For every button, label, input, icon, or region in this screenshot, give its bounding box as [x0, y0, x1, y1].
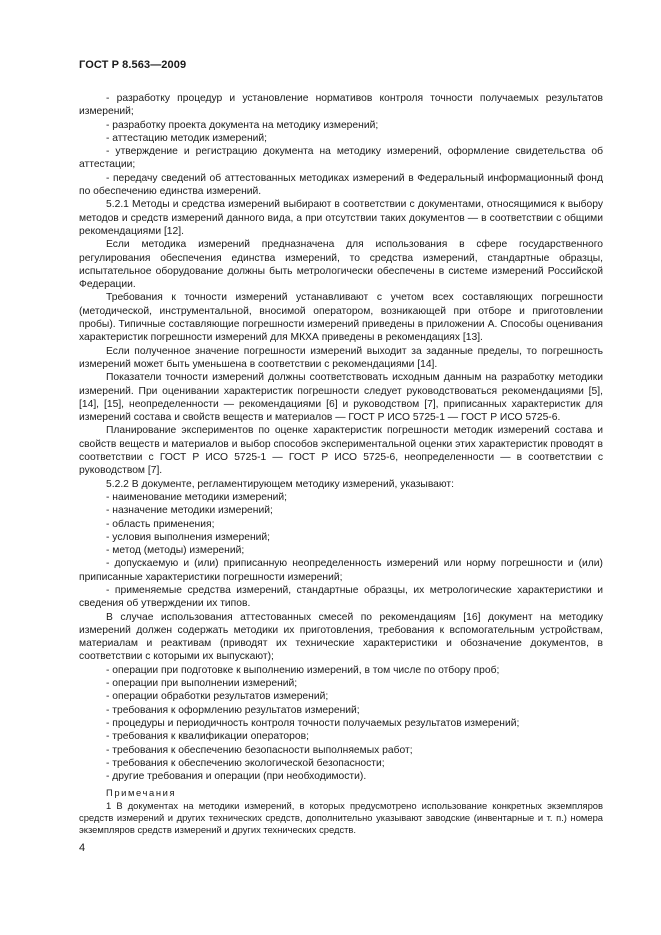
- list-item: - допускаемую и (или) приписанную неопределенность измерений или норму погрешности и (или) приписанные характеристики погрешности измерений;: [79, 558, 603, 583]
- page-number: 4: [79, 842, 86, 854]
- list-item: - наименование методики измерений;: [106, 491, 288, 503]
- list-item: - процедуры и периодичность контроля точности получаемых результатов измерений;: [106, 717, 520, 729]
- list-item: - область применения;: [106, 518, 215, 530]
- paragraph: Планирование экспериментов по оценке характеристик погрешности методик измерений состава и свойств веществ и материалов и выбор способов экспериментальной оценки этих характеристик проводят в соответствии с ГОСТ Р ИСО 5725-1 — ГОСТ Р ИСО 5725-6, неопределенности — в соответствии с руководством [7].: [79, 425, 603, 477]
- list-item: - условия выполнения измерений;: [106, 531, 271, 543]
- list-item: - другие требования и операции (при необходимости).: [106, 771, 367, 783]
- note-1: 1 В документах на методики измерений, в которых предусмотрено использование конкретных экземпляров средств измерений и других технических средств, дополнительно указывают заводские (инвентарные и т. п.) номера экземпляров средств измерений и других технических средств.: [79, 799, 603, 836]
- list-item: - передачу сведений об аттестованных методиках измерений в Федеральный информационный фонд по обеспечению единства измерений.: [79, 172, 603, 198]
- list-item: - назначение методики измерений;: [106, 505, 273, 517]
- list-item: - применяемые средства измерений, стандартные образцы, их метрологические характеристики и сведения об утверждении их типов.: [79, 584, 603, 610]
- paragraph: Требования к точности измерений устанавливают с учетом всех составляющих погрешности (методической, инструментальной, вносимой оператором, возникающей при отборе и приготовлении пробы). Типичные составляющие погрешности измерений приведены в приложении А. Способы оценивания характеристик погрешности измерений для МКХА приведены в рекомендациях [13].: [79, 292, 603, 344]
- document-body: [79, 92, 603, 836]
- list-item: - аттестацию методик измерений;: [106, 132, 268, 144]
- list-item: - операции обработки результатов измерений;: [106, 691, 329, 703]
- list-item: - требования к обеспечению безопасности выполняемых работ;: [106, 744, 413, 756]
- list-item: - разработку проекта документа на методику измерений;: [106, 119, 379, 131]
- clause-5-2-2: 5.2.2 В документе, регламентирующем методику измерений, указывают:: [106, 478, 454, 490]
- list-item: - требования к обеспечению экологической безопасности;: [106, 757, 385, 769]
- list-item: - разработку процедур и установление нормативов контроля точности получаемых результатов измерений;: [79, 93, 603, 118]
- list-item: - требования к оформлению результатов измерений;: [106, 704, 360, 716]
- list-item: - операции при подготовке к выполнению измерений, в том числе по отбору проб;: [106, 664, 500, 676]
- list-item: - утверждение и регистрацию документа на методику измерений, оформление свидетельства об аттестации;: [79, 146, 603, 171]
- list-item: - требования к квалификации операторов;: [106, 731, 309, 743]
- list-item: - метод (методы) измерений;: [106, 545, 245, 557]
- paragraph: Показатели точности измерений должны соответствовать исходным данным на разработку методики измерений. При оценивании характеристик погрешности следует руководствоваться рекомендациями [5], [14], [15], неопределенности — рекомендациями [6] и руководством [7], приписанных характеристик для измерений состава и свойств веществ и материалов — ГОСТ Р ИСО 5725-1 — ГОСТ Р ИСО 5725-6.: [79, 372, 603, 424]
- paragraph: Если методика измерений предназначена для использования в сфере государственного регулирования обеспечения единства измерений, то средства измерений, стандартные образцы, испытательное оборудование должны быть метрологически обеспечены в системе измерений Российской Федерации.: [79, 239, 603, 291]
- document-header: ГОСТ Р 8.563—2009: [79, 59, 187, 71]
- paragraph: Если полученное значение погрешности измерений выходит за заданные пределы, то погрешность измерений может быть уменьшена в соответствии с рекомендациями [14].: [79, 345, 603, 370]
- list-item: - операции при выполнении измерений;: [106, 678, 298, 690]
- notes-heading: Примечания: [106, 787, 177, 799]
- paragraph: В случае использования аттестованных смесей по рекомендациям [16] документ на методику измерений должен содержать методики их приготовления, требования к вспомогательным устройствам, материалам и реактивам (приводят их технические характеристики и обозначение документов, в соответствии с которыми их выпускают);: [79, 611, 603, 663]
- clause-5-2-1: 5.2.1 Методы и средства измерений выбирают в соответствии с документами, относящимися к выбору методов и средств измерений данного вида, а при отсутствии таких документов — в соответствии с общими рекомендациями [12].: [79, 199, 603, 237]
